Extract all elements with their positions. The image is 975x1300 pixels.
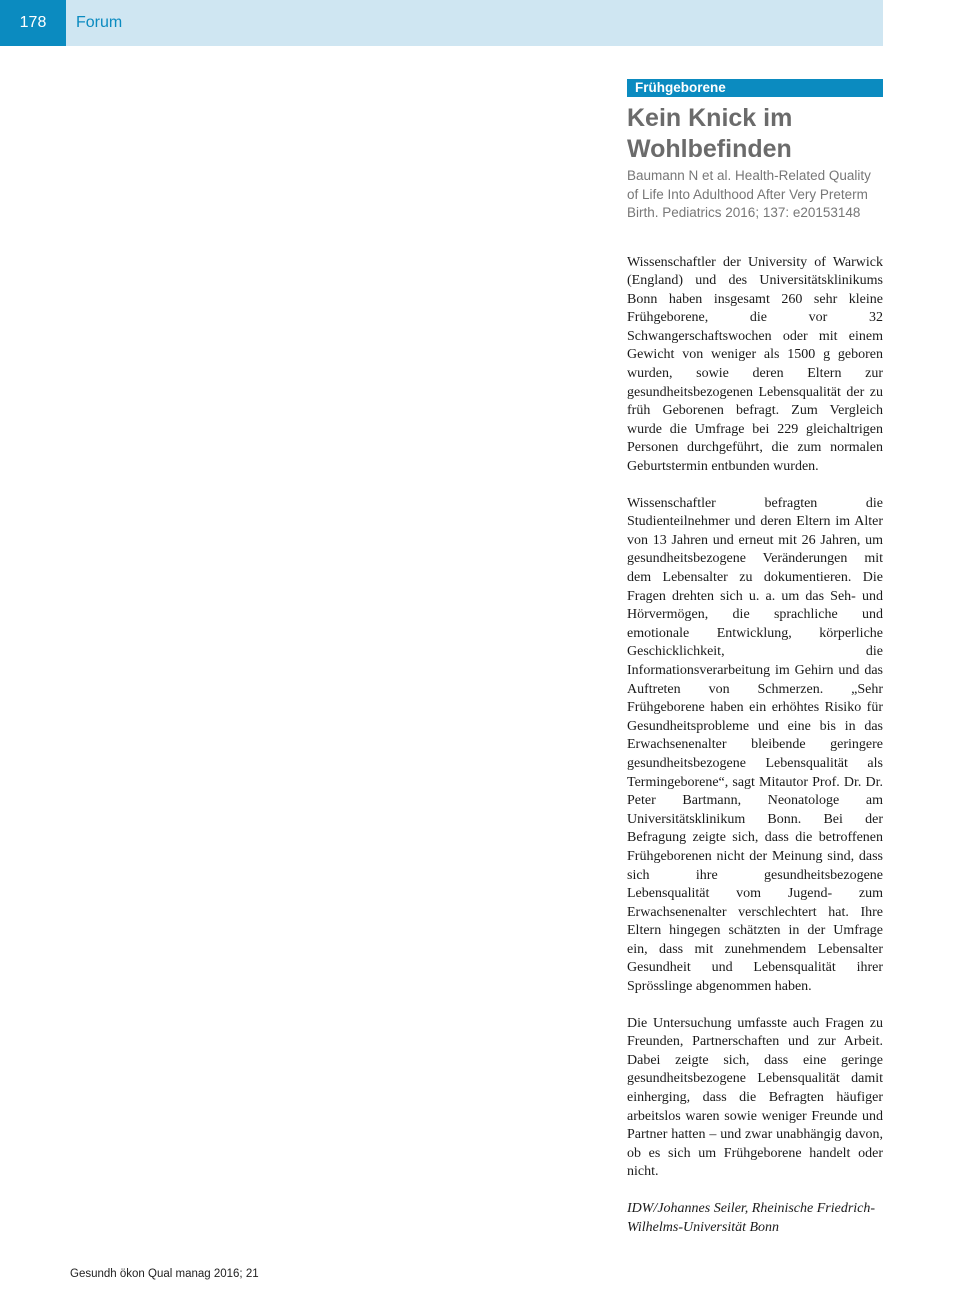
journal-citation: Gesundh ökon Qual manag 2016; 21 xyxy=(70,1268,259,1280)
article-paragraph: Wissenschaftler der University of Warwick (England) und des Universitätsklinikums Bonn haben insgesamt 260 sehr kleine Frühgeborene, die vor 32 Schwangerschaftswochen oder mit einem Gewicht von weniger als 1500 g geboren wurden, sowie deren Eltern zur gesundheitsbezogenen Lebensqualität der zu früh Geborenen befragt. Zum Vergleich wurde die Umfrage bei 229 gleichaltrigen Personen durchgeführt, die zum normalen Geburtstermin entbunden wurden. xyxy=(627,254,883,475)
article-kicker: Frühgeborene xyxy=(627,79,883,97)
section-label: Forum xyxy=(76,14,123,31)
page-header xyxy=(0,0,883,46)
article-paragraph: Wissenschaftler befragten die Studienteilnehmer und deren Eltern im Alter von 13 Jahren und erneut mit 26 Jahren, um gesundheitsbezogene Veränderungen mit dem Lebensalter zu dokumentieren. Die Fragen drehten sich u. a. um das Seh- und Hörvermögen, die sprachliche und emotionale Entwicklung, körperliche Geschicklichkeit, die Informationsverarbeitung im Gehirn und das Auftreten von Schmerzen. „Sehr Frühgeborene haben ein erhöhtes Risiko für Gesundheitsprobleme und eine bis in das Erwachsenenalter bleibende geringere gesundheitsbezogene Lebensqualität als Termingeborene“, sagt Mitautor Prof. Dr. Dr. Peter Bartmann, Neonatologe am Universitätsklinikum Bonn. Bei der Befragung zeigte sich, dass die betroffenen Frühgeborenen nicht der Meinung sind, dass sich ihre gesundheitsbezogene Lebensqualität vom Jugend- zum Erwachsenenalter verschlechtert hat. Ihre Eltern hingegen schätzten in der Umfrage ein, dass mit zunehmendem Lebensalter Gesundheit und Lebensqualität ihrer Sprösslinge abgenommen haben. xyxy=(627,495,883,995)
article-title: Kein Knick im Wohlbefinden xyxy=(627,104,793,163)
page-number: 178 xyxy=(0,0,66,46)
article-author: IDW/Johannes Seiler, Rheinische Friedrich-Wilhelms-Universität Bonn xyxy=(627,1201,876,1235)
article-reference: Baumann N et al. Health-Related Quality of Life Into Adulthood After Very Preterm Birth. Pediatrics 2016; 137: e20153148 xyxy=(627,168,871,220)
article xyxy=(627,79,883,1237)
article-paragraph: Die Untersuchung umfasste auch Fragen zu Freunden, Partnerschaften und zur Arbeit. Dabei zeigte sich, dass eine geringe gesundheitsbezogene Lebensqualität damit einherging, dass die Befragten häufiger arbeitslos waren sowie weniger Freunde und Partner hatten – und zwar unabhängig davon, ob es sich um Frühgeborene handelt oder nicht. xyxy=(627,1015,883,1180)
